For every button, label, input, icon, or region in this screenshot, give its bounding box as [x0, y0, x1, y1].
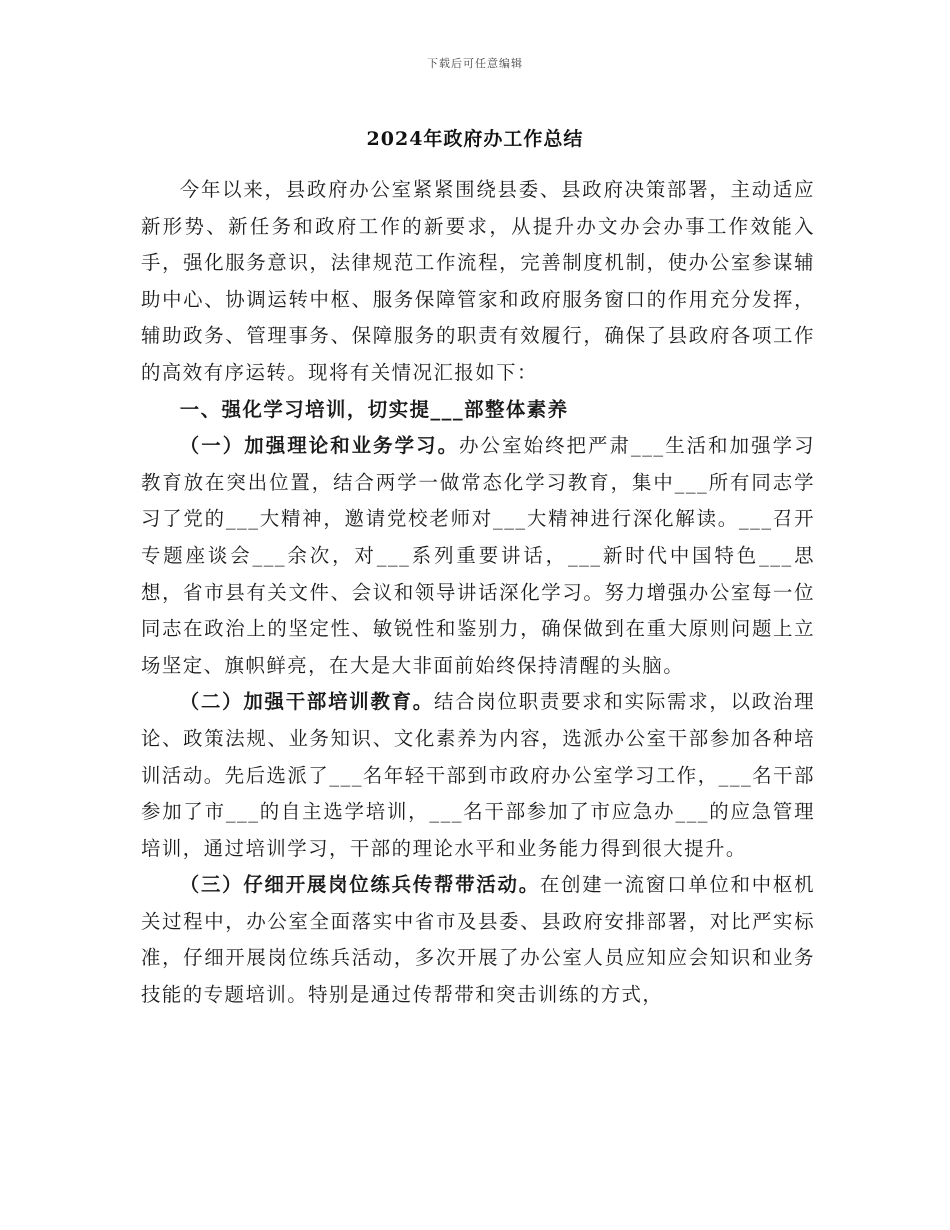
intro-paragraph: 今年以来，县政府办公室紧紧围绕县委、县政府决策部署，主动适应新形势、新任务和政府工作的新要求，从提升办文办会办事工作效能入手，强化服务意识，法律规范工作流程，完善制度机制，使办公室参谋辅助中心、协调运转中枢、服务保障管家和政府服务窗口的作用充分发挥，辅助政务、管理事务、保障服务的职责有效履行，确保了县政府各项工作的高效有序运转。现将有关情况汇报如下：	[141, 178, 815, 384]
subsection-lead-1: （一）加强理论和业务学习。	[179, 434, 460, 458]
subsection-paragraph-2	[141, 684, 815, 867]
subsection-text-2: 结合岗位职责要求和实际需求，以政治理论、政策法规、业务知识、文化素养为内容，选派办公室干部参加各种培训活动。先后选派了___名年轻干部到市政府办公室学习工作，___名干部参加了市___的自主选学培训，___名干部参加了市应急办___的应急管理培训，通过培训学习，干部的理论水平和业务能力得到很大提升。	[141, 690, 816, 860]
section-heading: 一、强化学习培训，切实提___部整体素养	[179, 397, 569, 421]
subsection-text-1: 办公室始终把严肃___生活和加强学习教育放在突出位置，结合两学一做常态化学习教育，集中___所有同志学习了党的___大精神，邀请党校老师对___大精神进行深化解读。___召开专题座谈会___余次，对___系列重要讲话，___新时代中国特色___思想，省市县有关文件、会议和领导讲话深化学习。努力增强办公室每一位同志在政治上的坚定性、敏锐性和鉴别力，确保做到在重大原则问题上立场坚定、旗帜鲜亮，在大是大非面前始终保持清醒的头脑。	[141, 434, 816, 677]
subsection-lead-3: （三）仔细开展岗位练兵传帮带活动。	[179, 873, 540, 897]
subsection-paragraph-3	[141, 867, 815, 1013]
document-title: 2024年政府办工作总结	[366, 128, 584, 150]
subsection-paragraph-1	[141, 428, 815, 684]
subsection-lead-2: （二）加强干部培训教育。	[179, 690, 434, 714]
subsection-text-3: 在创建一流窗口单位和中枢机关过程中，办公室全面落实中省市及县委、县政府安排部署，对比严实标准，仔细开展岗位练兵活动，多次开展了办公室人员应知应会知识和业务技能的专题培训。特别是通过传帮带和突击训练的方式，	[141, 873, 816, 1007]
document-body	[141, 172, 815, 1014]
header-note: 下载后可任意编辑	[427, 57, 523, 70]
